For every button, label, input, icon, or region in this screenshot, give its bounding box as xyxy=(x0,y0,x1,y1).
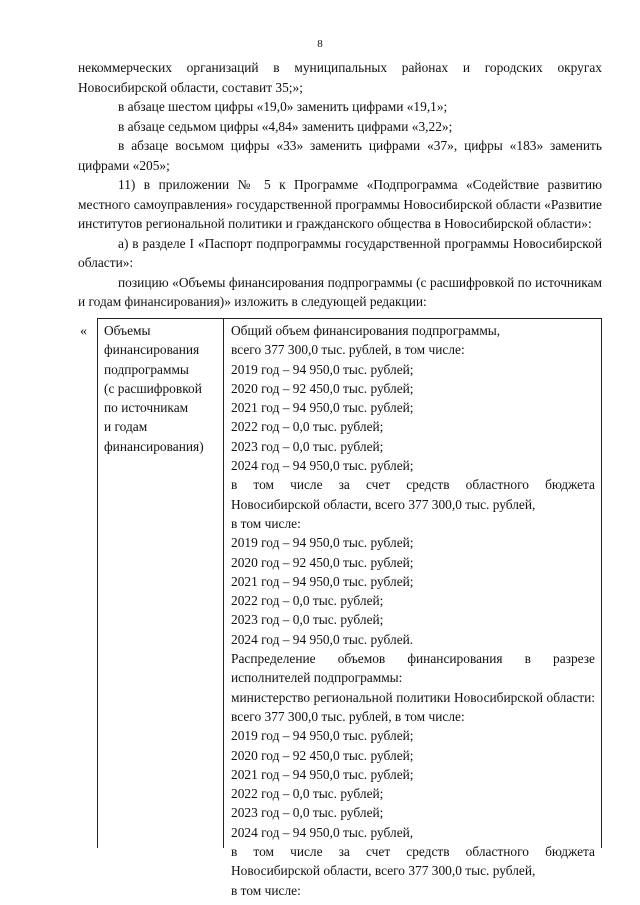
right-cell-line: 2021 год – 94 950,0 тыс. рублей; xyxy=(231,573,414,589)
right-cell-line: в том числе за счет средств областного бюджета Новосибирской области, всего 377 300,0 тыс. рублей, xyxy=(231,844,595,879)
paragraph: в абзаце восьмом цифры «33» заменить цифрами «37», цифры «183» заменить цифрами «205»; xyxy=(78,138,602,173)
right-cell-line: всего 377 300,0 тыс. рублей, в том числе: xyxy=(231,342,465,358)
left-cell-line: по источникам xyxy=(104,400,189,416)
right-cell-line: 2021 год – 94 950,0 тыс. рублей; xyxy=(231,400,414,416)
paragraph: 11) в приложении № 5 к Программе «Подпрограмма «Содействие развитию местного самоуправления» государственной программы Новосибирской области «Развитие институтов региональной политики и гражданского общества в Новосибирской области»: xyxy=(78,177,602,231)
right-cell-line: Распределение объемов финансирования в разрезе исполнителей подпрограммы: xyxy=(231,651,595,686)
paragraph: в абзаце шестом цифры «19,0» заменить цифрами «19,1»; xyxy=(118,99,448,114)
right-cell-line: 2020 год – 92 450,0 тыс. рублей; xyxy=(231,747,414,763)
right-cell-line: в том числе за счет средств областного бюджета Новосибирской области, всего 377 300,0 тыс. рублей, xyxy=(231,477,595,512)
right-cell-line: 2021 год – 94 950,0 тыс. рублей; xyxy=(231,766,414,782)
paragraph: позицию «Объемы финансирования подпрограммы (с расшифровкой по источникам и годам финансирования)» изложить в следующей редакции: xyxy=(78,274,602,309)
left-cell-line: (с расшифровкой xyxy=(104,380,202,396)
opening-quote-mark: « xyxy=(80,324,87,339)
paragraph: в абзаце седьмом цифры «4,84» заменить цифрами «3,22»; xyxy=(118,118,453,134)
left-cell-line: финансирования) xyxy=(104,438,204,454)
right-cell-line: 2024 год – 94 950,0 тыс. рублей. xyxy=(231,631,414,647)
right-cell-line: 2022 год – 0,0 тыс. рублей; xyxy=(231,786,384,802)
right-cell-line: 2023 год – 0,0 тыс. рублей; xyxy=(231,805,384,821)
right-cell-line: 2024 год – 94 950,0 тыс. рублей; xyxy=(231,458,414,474)
table-left-cell xyxy=(98,319,224,848)
right-cell-line: Общий объем финансирования подпрограммы, xyxy=(231,323,501,338)
right-cell-line: 2024 год – 94 950,0 тыс. рублей, xyxy=(231,824,414,840)
right-cell-line: 2023 год – 0,0 тыс. рублей; xyxy=(231,612,384,628)
right-cell-line: 2019 год – 94 950,0 тыс. рублей; xyxy=(231,535,414,551)
right-cell-line: министерство региональной политики Новосибирской области: всего 377 300,0 тыс. рублей, в том числе: xyxy=(231,689,595,724)
right-cell-line: 2019 год – 94 950,0 тыс. рублей; xyxy=(231,728,414,744)
right-cell-line: 2022 год – 0,0 тыс. рублей; xyxy=(231,593,384,609)
left-cell-line: подпрограммы xyxy=(104,361,189,377)
passport-table xyxy=(97,318,602,898)
left-cell-line: и годам xyxy=(104,419,148,435)
paragraph: а) в разделе I «Паспорт подпрограммы государственной программы Новосибирской области»: xyxy=(78,235,602,270)
paragraph: некоммерческих организаций в муниципальных районах и городских округах Новосибирской области, составит 35;»; xyxy=(78,60,602,95)
left-cell-line: Объемы xyxy=(104,323,151,338)
right-cell-line: в том числе: xyxy=(231,882,301,898)
page-number: 8 xyxy=(317,38,323,50)
right-cell-line: 2020 год – 92 450,0 тыс. рублей; xyxy=(231,554,414,570)
right-cell-line: 2023 год – 0,0 тыс. рублей; xyxy=(231,438,384,454)
left-cell-line: финансирования xyxy=(104,342,200,358)
right-cell-line: в том числе: xyxy=(231,515,301,531)
table-right-cell xyxy=(225,319,601,900)
right-cell-line: 2020 год – 92 450,0 тыс. рублей; xyxy=(231,380,414,396)
right-cell-line: 2019 год – 94 950,0 тыс. рублей; xyxy=(231,361,414,377)
body-text xyxy=(78,58,602,312)
right-cell-line: 2022 год – 0,0 тыс. рублей; xyxy=(231,419,384,435)
